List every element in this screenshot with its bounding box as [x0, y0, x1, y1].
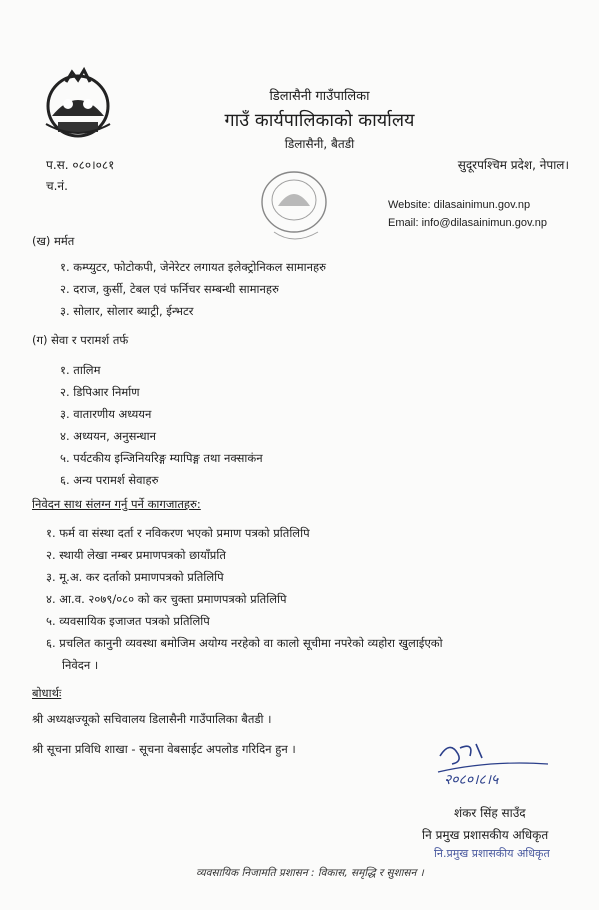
- office-address: डिलासैनी, बैतडी: [284, 137, 355, 151]
- footer-motto: व्यवसायिक निजामति प्रशासन : विकास, समृद्धि र सुशासन ।: [196, 867, 424, 879]
- cc-line-1: श्री अध्यक्षज्यूको सचिवालय डिलासैनी गाउँपालिका बैतडी ।: [32, 712, 272, 726]
- list-item-continuation: निवेदन ।: [62, 658, 99, 672]
- designation-stamp: नि.प्रमुख प्रशासकीय अधिकृत: [434, 847, 550, 860]
- list-item: ४. अध्ययन, अनुसन्धान: [60, 429, 156, 443]
- cc-line-2: श्री सूचना प्रविधि शाखा - सूचना वेबसाईट अपलोड गरिदिन हुन ।: [32, 742, 296, 756]
- list-item: ३. सोलार, सोलार ब्याट्री, ईन्भटर: [60, 304, 194, 318]
- cc-title: बोधार्थः: [32, 686, 62, 700]
- contact-block: [388, 196, 547, 232]
- signature-date: २०८०।८।५: [444, 772, 499, 788]
- section-kha-list: [60, 256, 326, 322]
- office-seal-stamp: [238, 162, 356, 250]
- office-name: गाउँ कार्यपालिकाको कार्यालय: [224, 110, 415, 131]
- government-emblem: [38, 64, 118, 144]
- list-item: ५. पर्यटकीय इन्जिनियरिङ्ग म्यापिङ्ग तथा नक्साकंन: [60, 451, 263, 465]
- province-label: सुदूरपश्चिम प्रदेश, नेपाल।: [457, 158, 569, 172]
- list-item: १. फर्म वा संस्था दर्ता र नविकरण भएको प्रमाण पत्रको प्रतिलिपि: [46, 526, 310, 540]
- list-item: ४. आ.व. २०७९/०८० को कर चुक्ता प्रमाणपत्रको प्रतिलिपि: [46, 592, 287, 606]
- municipality-name: डिलासैनी गाउँपालिका: [269, 89, 370, 104]
- section-ga-list: [60, 359, 263, 491]
- signatory-designation: नि प्रमुख प्रशासकीय अधिकृत: [422, 828, 549, 842]
- list-item: ५. व्यवसायिक इजाजत पत्रको प्रतिलिपि: [46, 614, 210, 628]
- list-item: ३. मू.अ. कर दर्ताको प्रमाणपत्रको प्रतिलिपि: [46, 570, 224, 584]
- list-item: ६. प्रचलित कानुनी व्यवस्था बमोजिम अयोग्य नरहेको वा कालो सूचीमा नपरेको व्यहोरा खुलाईएको: [46, 636, 443, 650]
- list-item: २. दराज, कुर्सी, टेबल एवं फर्निचर सम्बन्धी सामानहरु: [60, 282, 279, 296]
- fiscal-reference: प.स. ०८०।०८१: [46, 158, 115, 172]
- list-item: १. तालिम: [60, 363, 101, 377]
- list-item: ३. वातारणीय अध्ययन: [60, 407, 152, 421]
- section-kha-title: (ख) मर्मत: [32, 234, 75, 248]
- section-ga-title: (ग) सेवा र परामर्श तर्फ: [32, 333, 129, 347]
- signatory-name: शंकर सिंह साउँद: [454, 806, 526, 820]
- documents-list: [46, 522, 443, 676]
- list-item: ६. अन्य परामर्श सेवाहरु: [60, 473, 159, 487]
- list-item: १. कम्प्युटर, फोटोकपी, जेनेरेटर लगायत इलेक्ट्रोनिकल सामानहरु: [60, 260, 327, 274]
- list-item: २. डिपिआर निर्माण: [60, 385, 140, 399]
- email-text: Email: info@dilasainimun.gov.np: [388, 217, 547, 229]
- dispatch-number: च.नं.: [46, 179, 68, 193]
- website-text: Website: dilasainimun.gov.np: [388, 199, 531, 211]
- list-item: २. स्थायी लेखा नम्बर प्रमाणपत्रको छायाँप्रति: [46, 548, 226, 562]
- documents-title: निवेदन साथ संलग्न गर्नु पर्ने कागजातहरु:: [32, 497, 201, 511]
- handwritten-signature: [430, 738, 560, 790]
